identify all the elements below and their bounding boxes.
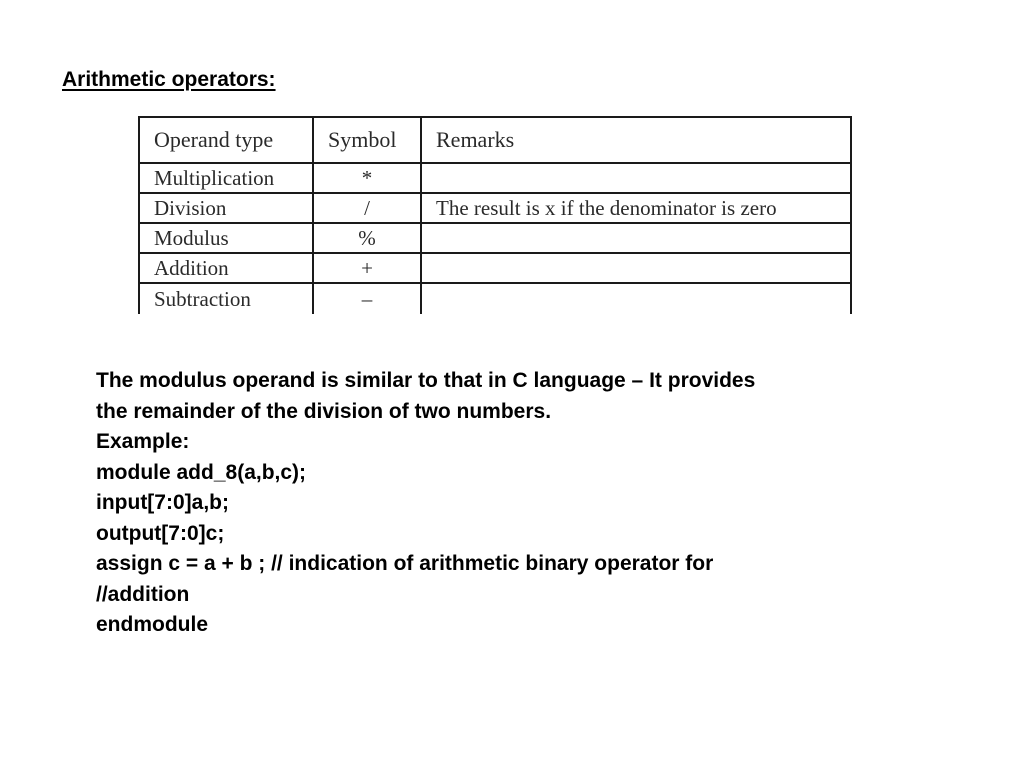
remarks-cell [421,223,851,253]
text-line: the remainder of the division of two numbers. [96,399,552,423]
remarks-cell [421,163,851,193]
code-line: assign c = a + b ; // indication of arithmetic binary operator for [96,552,714,575]
operand-type-cell: Division [139,193,313,223]
symbol-cell: + [313,253,421,283]
symbol-cell: % [313,223,421,253]
remarks-cell [421,283,851,314]
code-line: //addition [96,582,190,606]
symbol-cell: – [313,283,421,314]
symbol-cell: * [313,163,421,193]
arithmetic-operators-table [138,116,852,314]
text-line: The modulus operand is similar to that in C language – It provides [96,369,756,392]
text-line: Example: [96,430,190,453]
table-header-row [139,117,851,163]
operand-type-cell: Addition [139,253,313,283]
code-line: module add_8(a,b,c); [96,460,307,484]
header-operand-type: Operand type [139,117,313,163]
table-row [139,193,851,223]
table-row [139,283,851,314]
operand-type-cell: Subtraction [139,283,313,314]
header-symbol: Symbol [313,117,421,163]
table-row [139,253,851,283]
remarks-cell: The result is x if the denominator is zero [421,193,851,223]
explanation-text [96,366,755,641]
code-line: output[7:0]c; [96,521,225,545]
code-line: endmodule [96,613,209,636]
slide-title: Arithmetic operators: [62,68,276,91]
operand-type-cell: Modulus [139,223,313,253]
header-remarks: Remarks [421,117,851,163]
symbol-cell: / [313,193,421,223]
operand-type-cell: Multiplication [139,163,313,193]
remarks-cell [421,253,851,283]
table-row [139,223,851,253]
table-row [139,163,851,193]
code-line: input[7:0]a,b; [96,491,229,514]
